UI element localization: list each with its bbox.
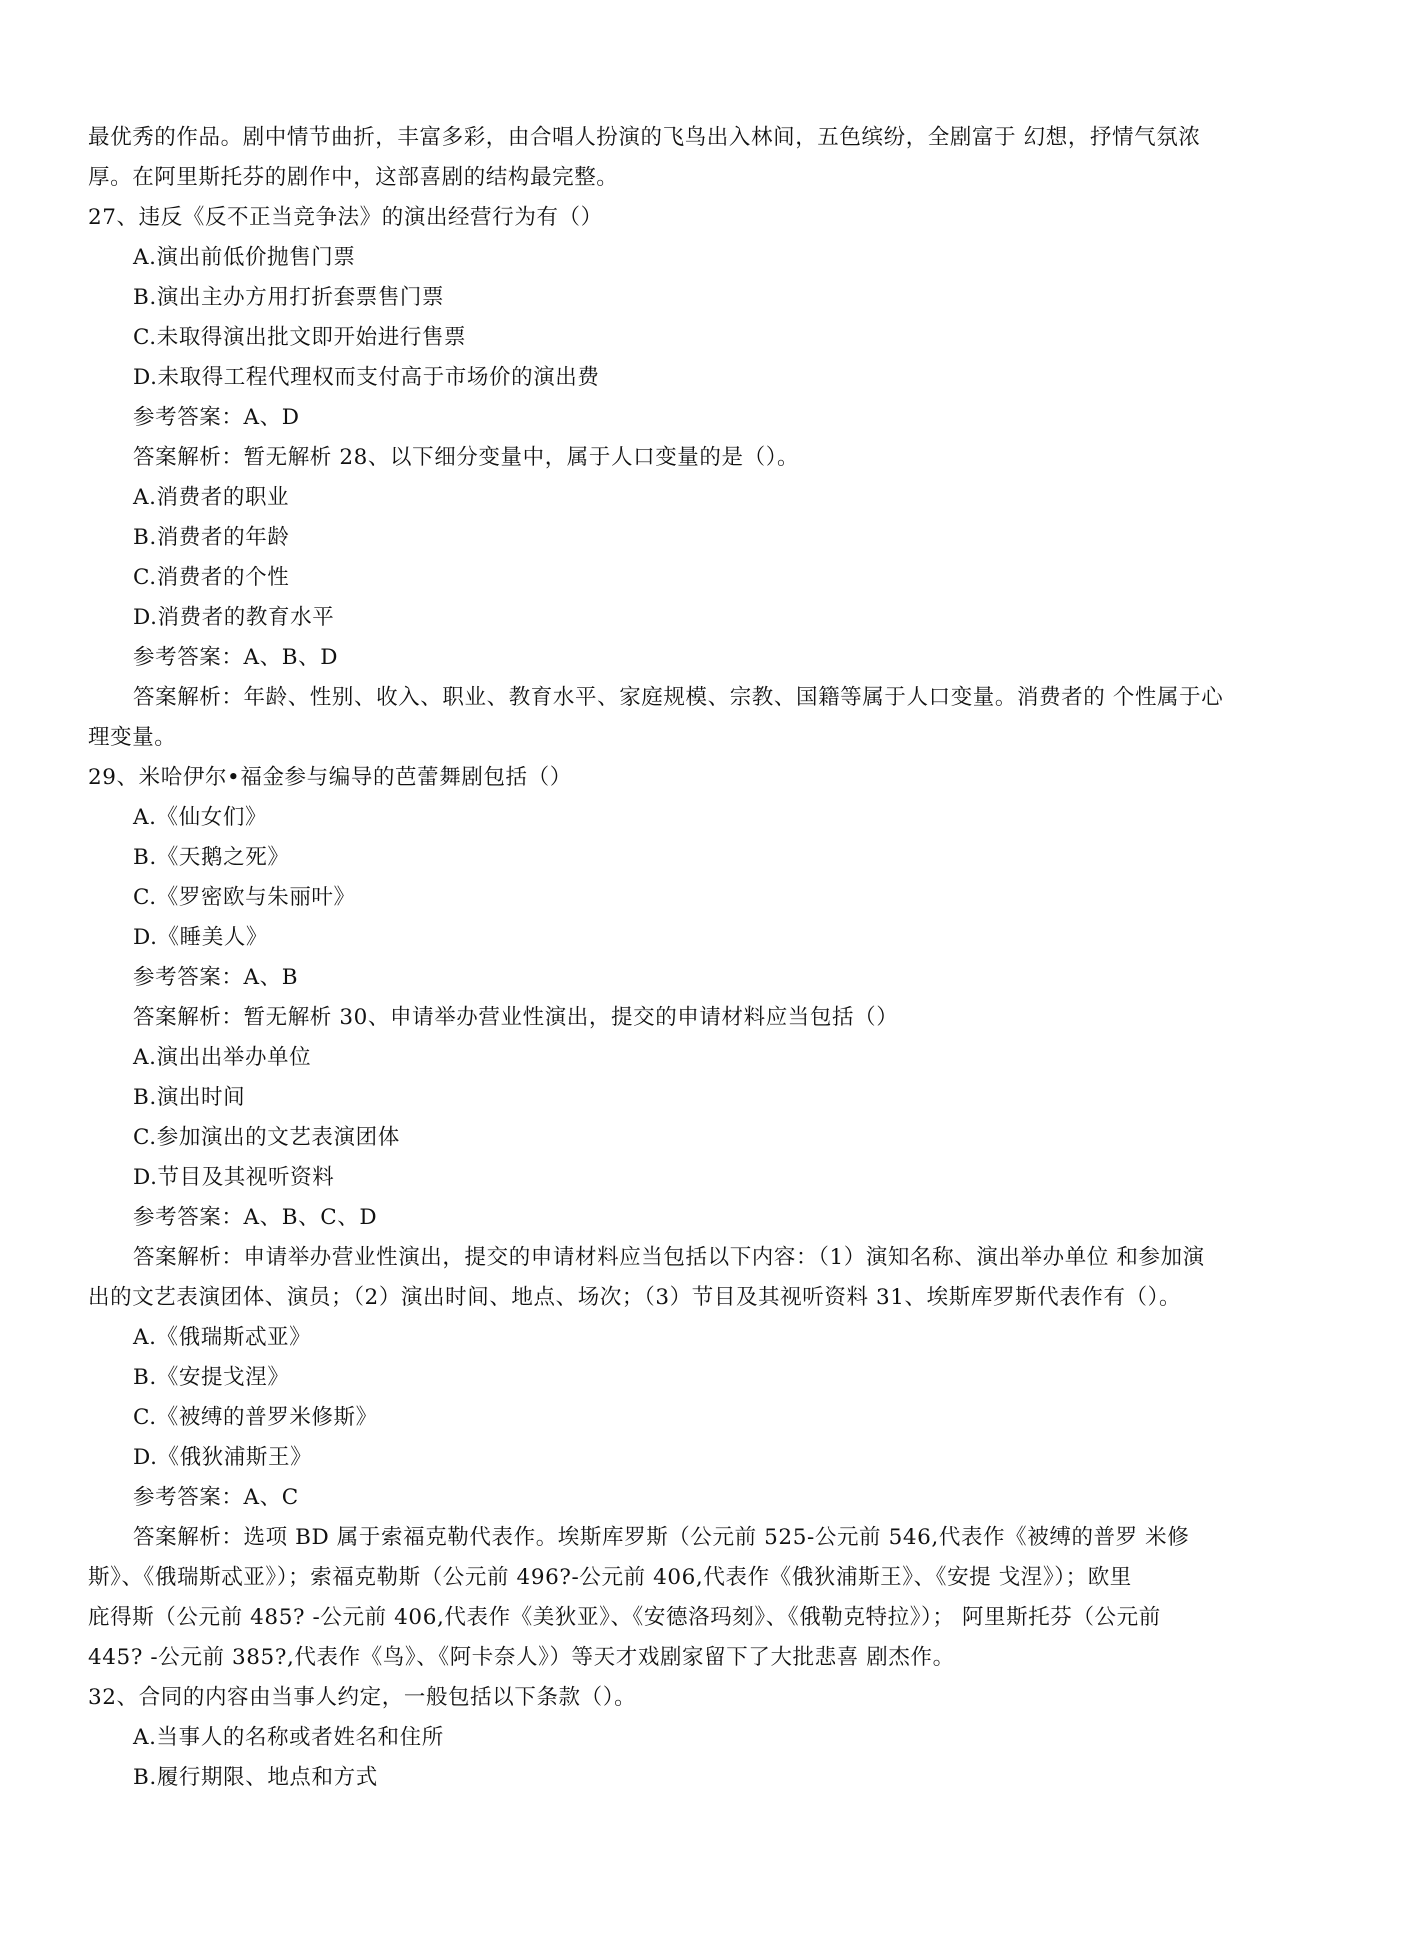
text-line: 最优秀的作品。剧中情节曲折，丰富多彩，由合唱人扮演的飞鸟出入林间，五色缤纷，全剧富于 幻想，抒情气氛浓 [88,125,1201,150]
text-line: 斯》、《俄瑞斯忒亚》）；索福克勒斯（公元前 496?-公元前 406,代表作《俄狄浦斯王》、《安提 戈涅》）；欧里 [88,1565,1132,1590]
text-line: A.《俄瑞斯忒亚》 [133,1325,312,1350]
text-line: D.《俄狄浦斯王》 [133,1445,313,1470]
text-line: A.演出前低价抛售门票 [133,245,356,270]
text-line: D.未取得工程代理权而支付高于市场价的演出费 [133,365,600,390]
text-line: 出的文艺表演团体、演员；（2）演出时间、地点、场次；（3）节目及其视听资料 31、埃斯库罗斯代表作有（）。 [88,1285,1182,1310]
text-line: B.演出时间 [133,1085,246,1110]
text-line: D.《睡美人》 [133,925,269,950]
text-line: 参考答案：A、B、C、D [133,1205,378,1230]
text-line: 27、违反《反不正当竞争法》的演出经营行为有（） [88,205,603,230]
text-line: A.《仙女们》 [133,805,268,830]
text-line: C.《罗密欧与朱丽叶》 [133,885,356,910]
text-line: C.参加演出的文艺表演团体 [133,1125,400,1150]
text-line: A.当事人的名称或者姓名和住所 [133,1725,444,1750]
text-line: D.节目及其视听资料 [133,1165,335,1190]
text-line: A.消费者的职业 [133,485,290,510]
text-line: 答案解析：选项 BD 属于索福克勒代表作。埃斯库罗斯（公元前 525-公元前 546,代表作《被缚的普罗 米修 [133,1525,1190,1550]
text-line: 参考答案：A、B、D [133,645,339,670]
text-line: 29、米哈伊尔•福金参与编导的芭蕾舞剧包括（） [88,765,572,790]
text-line: 32、合同的内容由当事人约定，一般包括以下条款（）。 [88,1685,637,1710]
text-line: 答案解析：暂无解析 28、以下细分变量中，属于人口变量的是（）。 [133,445,800,470]
text-line: A.演出出举办单位 [133,1045,312,1070]
text-line: 参考答案：A、B [133,965,299,990]
text-line: C.《被缚的普罗米修斯》 [133,1405,378,1430]
text-line: B.演出主办方用打折套票售门票 [133,285,445,310]
text-line: B.消费者的年龄 [133,525,290,550]
text-line: 厚。在阿里斯托芬的剧作中，这部喜剧的结构最完整。 [88,165,619,190]
text-line: 答案解析：申请举办营业性演出，提交的申请材料应当包括以下内容：（1）演知名称、演出举办单位 和参加演 [133,1245,1205,1270]
text-line: D.消费者的教育水平 [133,605,335,630]
text-line: 庇得斯（公元前 485? -公元前 406,代表作《美狄亚》、《安德洛玛刻》、《俄勒克特拉》）； 阿里斯托芬（公元前 [88,1605,1161,1630]
text-line: 理变量。 [88,725,177,750]
text-line: 答案解析：暂无解析 30、申请举办营业性演出，提交的申请材料应当包括（） [133,1005,899,1030]
text-line: 参考答案：A、D [133,405,300,430]
text-line: 445? -公元前 385?,代表作《鸟》、《阿卡奈人》）等天才戏剧家留下了大批悲喜 剧杰作。 [88,1645,955,1670]
text-line: C.未取得演出批文即开始进行售票 [133,325,467,350]
text-line: 答案解析：年龄、性别、收入、职业、教育水平、家庭规模、宗教、国籍等属于人口变量。消费者的 个性属于心 [133,685,1224,710]
text-line: B.履行期限、地点和方式 [133,1765,378,1790]
text-line: C.消费者的个性 [133,565,290,590]
text-line: 参考答案：A、C [133,1485,299,1510]
text-line: B.《天鹅之死》 [133,845,290,870]
text-line: B.《安提戈涅》 [133,1365,290,1390]
